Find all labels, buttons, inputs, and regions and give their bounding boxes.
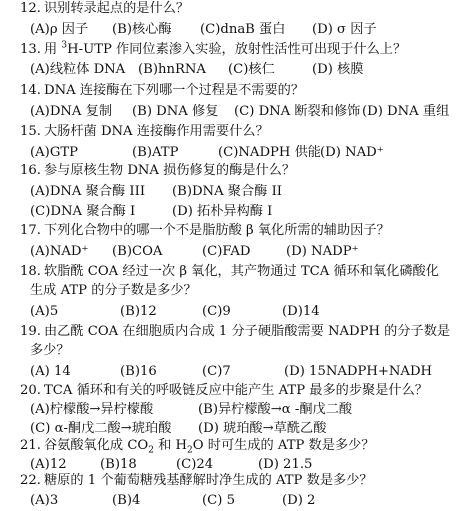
question-text: 糖原的 1 个葡萄糖残基酵解时净生成的 ATP 数是多少？	[44, 473, 373, 488]
subscript: 2	[187, 445, 193, 456]
answer-option: (B)异柠檬酸→α -酮戊二酸	[198, 402, 353, 417]
question-19	[20, 323, 460, 341]
answer-option: (C)核仁	[228, 62, 275, 77]
answer-option: (D) NADP⁺	[286, 244, 359, 259]
answer-option: (C)9	[202, 304, 231, 319]
question-text: 谷氨酸氧化成 CO	[44, 438, 149, 453]
answer-option: (A)DNA 复制	[30, 104, 113, 119]
question-number: 12.	[20, 1, 41, 16]
answer-option: (A)柠檬酸→异柠檬酸	[30, 402, 154, 417]
answer-option: (D) 2	[282, 493, 316, 508]
answer-option: (C) DNA 断裂和修饰	[234, 104, 361, 119]
answer-option: (C)NADPH 供能	[218, 145, 321, 160]
answer-option: (C) α-酮戊二酸→琥珀酸	[30, 421, 172, 436]
answer-option: (A)3	[30, 493, 59, 508]
question-number: 16.	[20, 163, 41, 178]
question-number: 19.	[20, 324, 41, 339]
question-20	[20, 382, 460, 400]
answer-option: (B)核心酶	[112, 22, 172, 37]
question-17	[20, 222, 460, 240]
answer-option: (A) 14	[30, 364, 71, 379]
answer-option: (B)12	[120, 304, 157, 319]
answer-option: (C)FAD	[202, 244, 251, 259]
question-text: 由乙酰 COA 在细胞质内合成 1 分子硬脂酸需要 NADPH 的分子数是	[44, 324, 451, 339]
answer-option: (D) 拓朴异构酶 I	[172, 204, 273, 219]
answer-option: (C)dnaB 蛋白	[200, 22, 286, 37]
answer-option: (C) 5	[202, 493, 235, 508]
answer-option: (B)hnRNA	[138, 62, 206, 77]
answer-option: (D) DNA 重组	[362, 104, 450, 119]
answer-option: (B) DNA 修复	[132, 104, 219, 119]
superscript: 3	[61, 40, 68, 51]
answer-option: (B)ATP	[132, 145, 179, 160]
question-number: 22.	[20, 473, 41, 488]
answer-option: (D) 21.5	[258, 457, 313, 472]
answer-option: (A)GTP	[30, 145, 79, 160]
subscript: 2	[148, 445, 154, 456]
answer-option: (D) 15NADPH+NADH	[284, 364, 433, 379]
question-22	[20, 472, 460, 490]
answer-option: (D) 核膜	[312, 62, 364, 77]
question-continuation: 多少？	[30, 343, 70, 358]
question-continuation: 生成 ATP 的分子数是多少？	[30, 283, 197, 298]
answer-option: (C)24	[176, 457, 214, 472]
answer-option: (B)18	[100, 457, 137, 472]
question-text: 参与原核生物 DNA 损伤修复的酶是什么？	[44, 163, 296, 178]
answer-option: (A)12	[30, 457, 67, 472]
answer-option: (C)7	[202, 364, 231, 379]
question-text: 识别转录起点的是什么？	[44, 1, 190, 16]
answer-option: (B)4	[112, 493, 141, 508]
question-text: TCA 循环和有关的呼吸链反应中能产生 ATP 最多的步聚是什么？	[44, 383, 428, 398]
question-number: 13.	[20, 42, 41, 57]
question-text: 大肠杆菌 DNA 连接酶作用需要什么？	[44, 124, 269, 139]
question-text: 下列化合物中的哪一个不是脂肪酸 β 氧化所需的辅助因子？	[44, 223, 390, 238]
question-text: DNA 连接酶在下列哪一个过程是不需要的？	[44, 83, 305, 98]
answer-option: (B)DNA 聚合酶 II	[172, 184, 282, 199]
answer-option: (D) NAD⁺	[320, 145, 384, 160]
question-15	[20, 123, 460, 141]
question-number: 21.	[20, 438, 41, 453]
question-number: 20.	[20, 383, 41, 398]
answer-option: (A)DNA 聚合酶 III	[30, 184, 146, 199]
question-text: H-UTP 作同位素渗入实验，放射性活性可出现于什么上？	[67, 42, 407, 57]
answer-option: (C)DNA 聚合酶 I	[30, 204, 136, 219]
question-number: 18.	[20, 264, 41, 279]
question-text: 用	[44, 42, 62, 57]
question-number: 15.	[20, 124, 41, 139]
question-number: 17.	[20, 223, 41, 238]
question-18	[20, 263, 460, 281]
answer-option: (A)线粒体 DNA	[30, 62, 126, 77]
answer-option: (D) 琥珀酸→草酰乙酸	[198, 421, 327, 436]
answer-option: (B)COA	[112, 244, 163, 259]
question-text: O 时可生成的 ATP 数是多少？	[192, 438, 375, 453]
question-text: 和 H	[153, 438, 188, 453]
question-13	[20, 41, 460, 59]
question-number: 14.	[20, 83, 41, 98]
question-16	[20, 162, 460, 180]
answer-option: (A)5	[30, 304, 59, 319]
question-text: 软脂酰 COA 经过一次 β 氧化，其产物通过 TCA 循环和氧化磷酸化	[44, 264, 439, 279]
answer-option: (A)ρ 因子	[30, 22, 89, 37]
question-14	[20, 82, 460, 100]
answer-option: (D) σ 因子	[312, 22, 377, 37]
answer-option: (A)NAD⁺	[30, 244, 89, 259]
question-12	[20, 0, 460, 18]
answer-option: (D)14	[282, 304, 320, 319]
question-21	[20, 437, 460, 455]
answer-option: (B)16	[120, 364, 157, 379]
